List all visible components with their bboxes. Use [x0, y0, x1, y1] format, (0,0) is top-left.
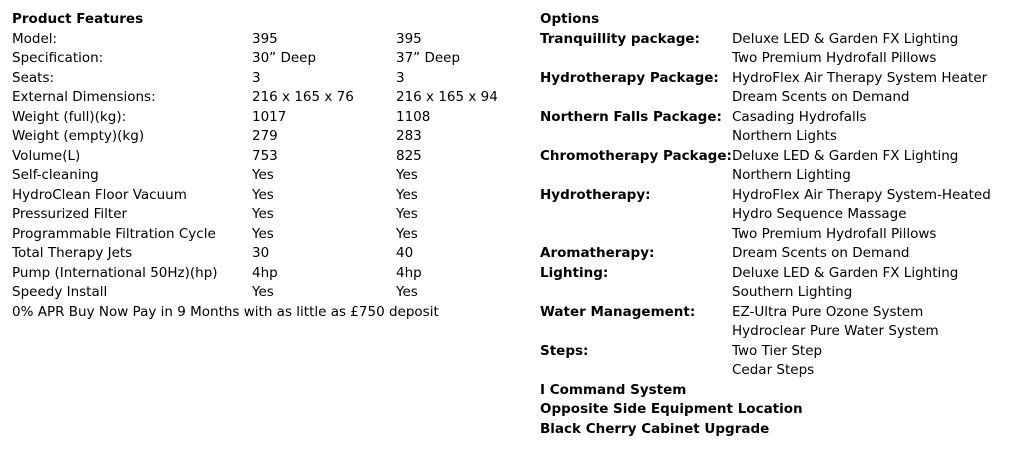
feature-row: [12, 127, 439, 147]
option-row: [540, 30, 959, 50]
feature-value-model-a: 1017: [252, 108, 287, 125]
option-value: Hydro Sequence Massage: [732, 206, 907, 222]
feature-value-model-b: 825: [396, 147, 422, 164]
product-features-section: [12, 10, 498, 322]
feature-value-model-a: Yes: [252, 186, 274, 203]
feature-value-model-b: 1108: [396, 108, 431, 125]
option-row: [540, 205, 907, 225]
option-extra-item: Black Cherry Cabinet Upgrade: [540, 420, 770, 437]
option-row: [540, 69, 988, 89]
option-label: Hydrotherapy Package:: [540, 69, 719, 86]
option-value: Deluxe LED & Garden FX Lighting: [732, 147, 959, 164]
option-value: Dream Scents on Demand: [732, 245, 910, 261]
option-label: Hydrotherapy:: [540, 186, 651, 203]
option-row: [540, 303, 924, 323]
feature-value-model-b: Yes: [396, 284, 418, 300]
feature-value-model-a: 3: [252, 69, 261, 86]
option-value: Northern Lights: [732, 128, 837, 144]
option-value: Two Tier Step: [732, 342, 823, 359]
option-value: Deluxe LED & Garden FX Lighting: [732, 30, 959, 47]
feature-value-model-a: 395: [252, 30, 278, 47]
feature-value-model-b: Yes: [396, 186, 418, 203]
option-value: Dream Scents on Demand: [732, 89, 910, 105]
option-row: [540, 283, 853, 303]
option-label: Aromatherapy:: [540, 245, 655, 261]
feature-value-model-a: Yes: [252, 206, 274, 222]
option-label: Lighting:: [540, 264, 609, 281]
option-value: EZ-Ultra Pure Ozone System: [732, 303, 924, 320]
feature-row: [12, 30, 439, 50]
feature-row: [12, 244, 439, 264]
feature-value-model-b: Yes: [396, 167, 418, 183]
feature-value-model-b: Yes: [396, 225, 418, 242]
option-value: Northern Lighting: [732, 167, 851, 183]
option-row: [540, 342, 823, 362]
feature-row: [12, 108, 439, 128]
feature-label: Weight (full)(kg):: [12, 108, 127, 125]
feature-value-model-b: 3: [396, 69, 405, 86]
feature-label: Self-cleaning: [12, 167, 99, 183]
feature-label: External Dimensions:: [12, 89, 156, 105]
options-section: [540, 10, 991, 439]
feature-value-model-a: 4hp: [252, 264, 278, 281]
finance-note: 0% APR Buy Now Pay in 9 Months with as little as £750 deposit: [12, 303, 439, 320]
option-value: Southern Lighting: [732, 284, 853, 300]
option-row: [540, 244, 910, 264]
feature-value-model-b: 283: [396, 128, 422, 144]
option-label: Steps:: [540, 342, 589, 359]
feature-value-model-b: Yes: [396, 206, 418, 222]
feature-value-model-b: 4hp: [396, 264, 422, 281]
option-row: [540, 225, 937, 245]
feature-label: HydroClean Floor Vacuum: [12, 186, 187, 203]
option-row: [540, 147, 959, 167]
feature-label: Model:: [12, 30, 58, 47]
feature-value-model-a: 216 x 165 x 76: [252, 89, 354, 105]
option-value: Two Premium Hydrofall Pillows: [732, 225, 937, 242]
feature-value-model-b: 395: [396, 30, 422, 47]
feature-value-model-a: 753: [252, 147, 278, 164]
option-value: HydroFlex Air Therapy System Heater: [732, 69, 988, 86]
option-row: [540, 166, 851, 186]
option-row: [540, 186, 991, 206]
option-label: Northern Falls Package:: [540, 108, 722, 125]
feature-label: Weight (empty)(kg): [12, 128, 145, 144]
option-value: Cedar Steps: [732, 362, 815, 378]
option-row: [540, 108, 867, 128]
feature-row: [12, 225, 439, 245]
feature-row: [12, 88, 498, 108]
option-value: Deluxe LED & Garden FX Lighting: [732, 264, 959, 281]
feature-label: Volume(L): [12, 147, 81, 164]
feature-value-model-a: Yes: [252, 284, 274, 300]
option-row: [540, 264, 959, 284]
feature-row: [12, 205, 439, 225]
feature-label: Pressurized Filter: [12, 206, 128, 222]
feature-label: Total Therapy Jets: [12, 245, 133, 261]
feature-label: Pump (International 50Hz)(hp): [12, 264, 218, 281]
option-row: [540, 127, 837, 147]
feature-value-model-a: 30: [252, 245, 270, 261]
option-row: [540, 322, 939, 342]
feature-value-model-b: 37” Deep: [396, 50, 461, 66]
option-row: [540, 361, 815, 381]
option-value: Casading Hydrofalls: [732, 108, 867, 125]
feature-label: Speedy Install: [12, 284, 108, 300]
option-row: [540, 88, 910, 108]
feature-row: [12, 49, 461, 69]
feature-row: [12, 166, 439, 186]
feature-value-model-a: 30” Deep: [252, 50, 317, 66]
option-row: [540, 49, 937, 69]
feature-value-model-a: 279: [252, 128, 278, 144]
option-label: Tranquillity package:: [540, 30, 700, 47]
feature-row: [12, 186, 439, 206]
feature-value-model-a: Yes: [252, 225, 274, 242]
feature-value-model-b: 216 x 165 x 94: [396, 89, 498, 105]
feature-row: [12, 283, 439, 303]
product-features-heading: Product Features: [12, 11, 144, 27]
feature-label: Seats:: [12, 69, 55, 86]
feature-value-model-b: 40: [396, 245, 414, 261]
option-value: Two Premium Hydrofall Pillows: [732, 50, 937, 66]
feature-value-model-a: Yes: [252, 167, 274, 183]
option-extras: [540, 381, 803, 440]
feature-label: Programmable Filtration Cycle: [12, 225, 216, 242]
feature-row: [12, 264, 439, 284]
feature-label: Specification:: [12, 50, 104, 66]
option-extra-item: I Command System: [540, 381, 687, 398]
feature-row: [12, 69, 439, 89]
option-rows: [540, 30, 991, 381]
option-extra-item: Opposite Side Equipment Location: [540, 401, 803, 417]
option-value: HydroFlex Air Therapy System-Heated: [732, 186, 991, 203]
feature-row: [12, 147, 439, 167]
option-label: Water Management:: [540, 303, 696, 320]
options-heading: Options: [540, 11, 600, 27]
feature-rows: [12, 30, 498, 303]
option-label: Chromotherapy Package:: [540, 147, 732, 164]
option-value: Hydroclear Pure Water System: [732, 323, 939, 339]
